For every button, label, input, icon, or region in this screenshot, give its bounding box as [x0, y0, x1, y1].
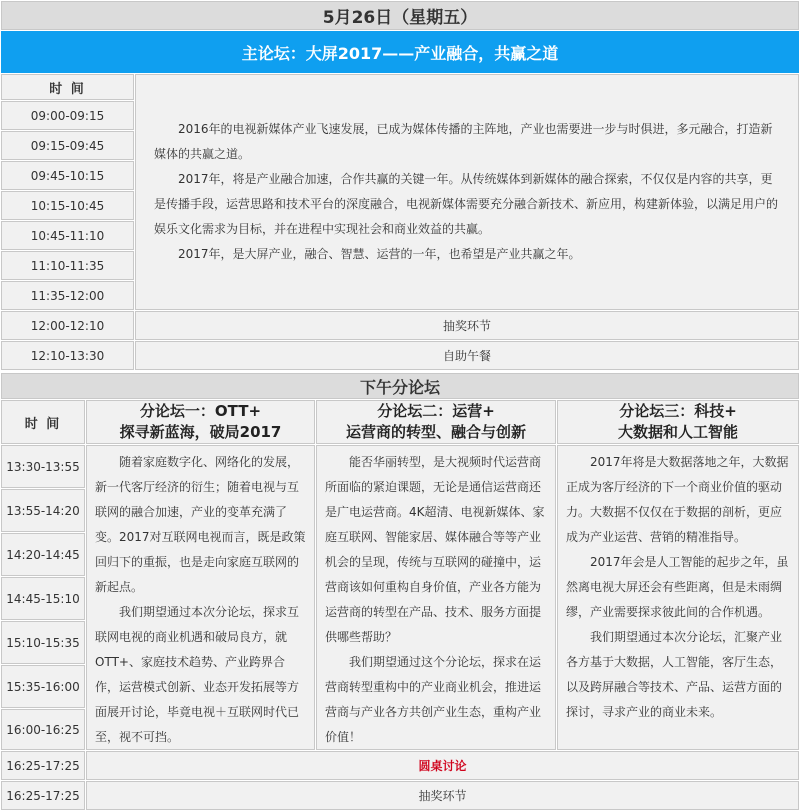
morning-time-slot: 11:10-11:35 — [1, 251, 134, 280]
description-paragraph: 我们期望通过本次分论坛，汇聚产业各方基于大数据，人工智能，客厅生态，以及跨屏融合等技术、产品、运营方面的探讨，寻求产业的商业未来。 — [566, 630, 783, 719]
roundtable-time: 16:25-17:25 — [1, 751, 85, 780]
description-paragraph: 能否华丽转型，是大视频时代运营商所面临的紧迫课题，无论是通信运营商还是广电运营商。4K超清、电视新媒体、家庭互联网、智能家居、媒体融合等等产业机会的呈现，传统与互联网的碰撞中，运营商该如何重构自身价值，产业各方能为运营商的转型在产品、技术、服务方面提供哪些帮助？ — [325, 455, 545, 644]
afternoon-time-slot: 14:45-15:10 — [1, 577, 85, 620]
lottery-label: 抽奖环节 — [135, 311, 799, 340]
lottery-time: 12:00-12:10 — [1, 311, 134, 340]
description-paragraph: 2017年，是大屏产业，融合、智慧、运营的一年，也希望是产业共赢之年。 — [178, 247, 581, 261]
forum-one-description — [86, 445, 315, 750]
forum-title-line: 分论坛三：科技+ — [619, 402, 737, 420]
description-paragraph: 2016年的电视新媒体产业飞速发展，已成为媒体传播的主阵地，产业也需要进一步与时俱进，多元融合，打造新媒体的共赢之道。 — [154, 122, 773, 161]
date-title: 5月26日（星期五） — [1, 1, 799, 30]
afternoon-time-slot: 13:55-14:20 — [1, 489, 85, 532]
description-paragraph: 我们期望通过本次分论坛，探求互联网电视的商业机遇和破局良方，就OTT+、家庭技术趋势、产业跨界合作，运营模式创新、业态开发拓展等方面展开讨论，毕竟电视＋互联网时代已至，视不可挡。 — [95, 605, 300, 744]
afternoon-lottery-label: 抽奖环节 — [86, 781, 799, 810]
forum-title-line: 分论坛二：运营+ — [377, 402, 495, 420]
description-paragraph: 2017年将是大数据落地之年，大数据正成为客厅经济的下一个商业价值的驱动力。大数据不仅仅在于数据的剖析，更应成为产业运营、营销的精准指导。 — [566, 455, 789, 544]
roundtable-label: 圆桌讨论 — [86, 751, 799, 780]
forum-subtitle-line: 大数据和人工智能 — [617, 423, 738, 441]
morning-time-slot: 10:45-11:10 — [1, 221, 134, 250]
afternoon-time-slot: 15:10-15:35 — [1, 621, 85, 664]
forum-three-title — [557, 400, 799, 444]
afternoon-time-slot: 15:35-16:00 — [1, 665, 85, 708]
forum-subtitle-line: 探寻新蓝海，破局2017 — [119, 423, 282, 441]
description-paragraph: 随着家庭数字化、网络化的发展，新一代客厅经济的衍生；随着电视与互联网的融合加速，产业的变革充满了变。2017对互联网电视而言，既是政策回归下的重振，也是走向家庭互联网的新起点。 — [95, 455, 306, 594]
afternoon-time-slot: 14:20-14:45 — [1, 533, 85, 576]
afternoon-lottery-time: 16:25-17:25 — [1, 781, 85, 810]
afternoon-time-slot: 13:30-13:55 — [1, 445, 85, 488]
forum-three-description — [557, 445, 799, 750]
morning-time-slot: 09:15-09:45 — [1, 131, 134, 160]
forum-two-description — [316, 445, 556, 750]
afternoon-time-header: 时 间 — [1, 400, 85, 444]
morning-time-slot: 10:15-10:45 — [1, 191, 134, 220]
description-paragraph: 我们期望通过这个分论坛，探求在运营商转型重构中的产业商业机会，推进运营商与产业各方共创产业生态，重构产业价值！ — [325, 655, 542, 744]
forum-two-title — [316, 400, 556, 444]
morning-time-slot: 09:45-10:15 — [1, 161, 134, 190]
main-forum-title: 主论坛：大屏2017——产业融合，共赢之道 — [1, 31, 799, 73]
morning-time-header: 时 间 — [1, 74, 134, 100]
afternoon-time-slot: 16:00-16:25 — [1, 709, 85, 750]
lunch-label: 自助午餐 — [135, 341, 799, 370]
lunch-time: 12:10-13:30 — [1, 341, 134, 370]
main-forum-description — [135, 74, 799, 310]
forum-subtitle-line: 运营商的转型、融合与创新 — [345, 423, 526, 441]
morning-time-slot: 11:35-12:00 — [1, 281, 134, 310]
forum-one-title — [86, 400, 315, 444]
morning-time-slot: 09:00-09:15 — [1, 101, 134, 130]
forum-title-line: 分论坛一：OTT+ — [139, 402, 262, 420]
description-paragraph: 2017年会是人工智能的起步之年，虽然离电视大屏还会有些距离，但是未雨绸缪，产业需要探求彼此间的合作机遇。 — [566, 555, 789, 619]
description-paragraph: 2017年，将是产业融合加速，合作共赢的关键一年。从传统媒体到新媒体的融合探索，不仅仅是内容的共享，更是传播手段，运营思路和技术平台的深度融合，电视新媒体需要充分融合新技术、新应用，构建新体验，以满足用户的娱乐文化需求为目标，并在进程中实现社会和商业效益的共赢。 — [154, 172, 779, 236]
afternoon-section-title: 下午分论坛 — [1, 373, 799, 399]
